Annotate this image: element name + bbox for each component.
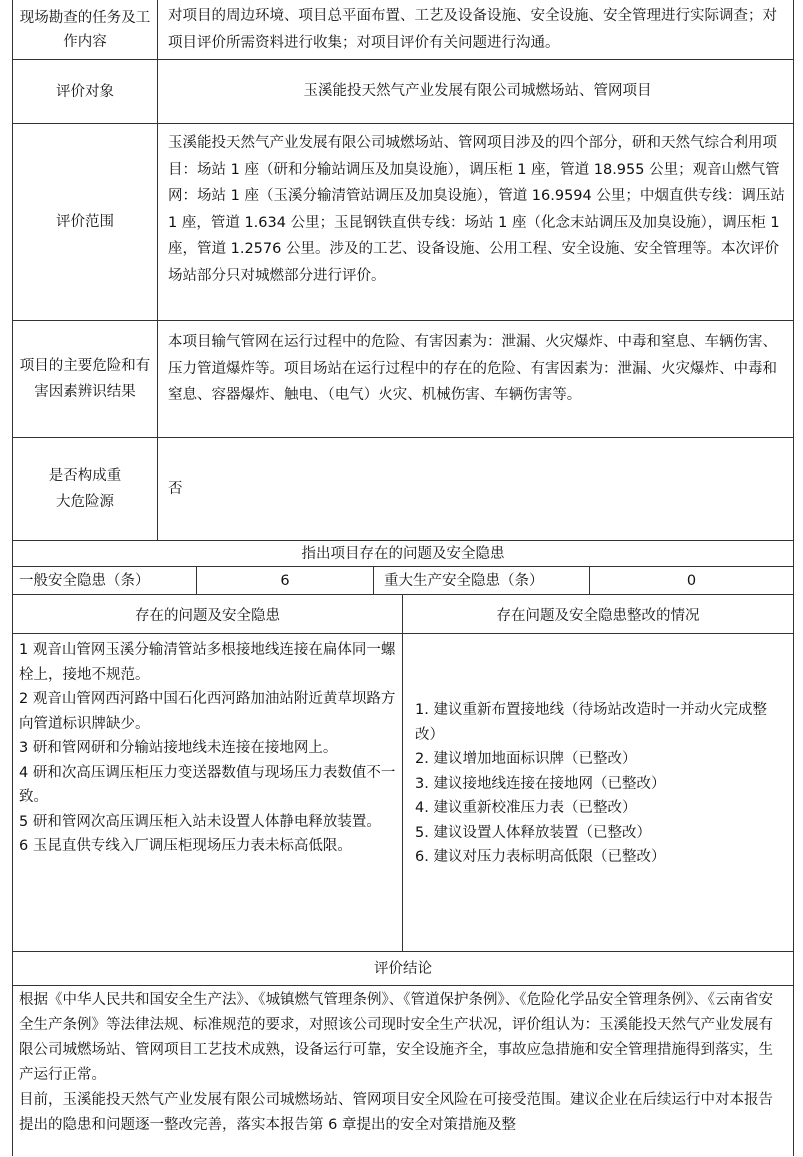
conclusion-heading: 评价结论 [374,960,432,977]
row-issue-columns [12,595,794,634]
general-hazard-count: 6 [197,567,374,594]
problem-item: 2 观音山管网西河路中国石化西河路加油站附近黄草坝路方向管道标识牌缺少。 [19,691,396,732]
rectify-item: 5. 建议设置人体释放装置（已整改） [415,824,651,841]
object-label: 评价对象 [13,60,158,123]
row-conclusion-body [12,986,794,1156]
problems-column-header: 存在的问题及安全隐患 [13,595,403,633]
object-value: 玉溪能投天然气产业发展有限公司城燃场站、管网项目 [303,83,652,100]
conclusion-body [13,986,793,1156]
rectify-item: 1. 建议重新布置接地线（待场站改造时一并动火完成整改） [415,702,767,743]
major-hazard-label: 是否构成重大危险源 [13,438,158,540]
row-object [12,60,794,124]
general-hazard-label: 一般安全隐患（条） [13,567,197,594]
row-hazards [12,321,794,438]
problem-item: 6 玉昆直供专线入厂调压柜现场压力表未标高低限。 [19,838,352,854]
rectify-list [403,634,793,951]
problem-item: 4 研和次高压调压柜压力变送器数值与现场压力表数值不一致。 [19,764,396,805]
evaluation-table [12,0,794,1156]
row-scope [12,124,794,321]
problem-item: 5 研和管网次高压调压柜入站未设置人体静电释放装置。 [19,813,381,830]
problem-item: 3 研和管网研和分输站接地线未连接在接地网上。 [19,740,338,756]
issues-heading: 指出项目存在的问题及安全隐患 [301,546,505,562]
task-label: 现场勘查的任务及工作内容 [13,0,158,59]
rectify-column-header: 存在问题及安全隐患整改的情况 [496,607,700,624]
rectify-item: 4. 建议重新校准压力表（已整改） [415,800,637,816]
hazards-value: 本项目输气管网在运行过程中的危险、有害因素为：泄漏、火灾爆炸、中毒和窒息、车辆伤害、压力管道爆炸等。项目场站在运行过程中的存在的危险、有害因素为：泄漏、火灾爆炸、中毒和窒息、容器爆炸、触电、（电气）火灾、机械伤害、车辆伤害等。 [168,334,777,403]
rectify-item: 6. 建议对压力表标明高低限（已整改） [415,849,666,865]
row-issue-counts [12,567,794,595]
conclusion-paragraph-1: 根据《中华人民共和国安全生产法》、《城镇燃气管理条例》、《管道保护条例》、《危险化学品安全管理条例》、《云南省安全生产条例》等法律法规、标准规范的要求，对照该公司现时安全生产状况，评价组认为：玉溪能投天然气产业发展有限公司城燃场站、管网项目工艺技术成熟，设备运行可靠，安全设施齐全，事故应急措施和安全管理措施得到落实，生产运行正常。 [19,992,773,1083]
problems-list [13,634,403,951]
row-major-hazard [12,438,794,541]
row-issue-details [12,634,794,952]
hazards-label: 项目的主要危险和有害因素辨识结果 [13,321,158,437]
scope-label: 评价范围 [13,124,158,320]
row-conclusion-heading [12,952,794,986]
rectify-item: 2. 建议增加地面标识牌（已整改） [415,751,637,767]
problem-item: 1 观音山管网玉溪分输清管站多根接地线连接在扁体同一螺栓上，接地不规范。 [19,642,396,683]
scope-value: 玉溪能投天然气产业发展有限公司城燃场站、管网项目涉及的四个部分，研和天然气综合利用项目：场站 1 座（研和分输站调压及加臭设施），调压柜 1 座，管道 18.955 公里；观音山燃气管网：场站 1 座（玉溪分输清管站调压及加臭设施），管道 16.9594 公里；中烟直供专线：调压站 1 座，管道 1.634 公里；玉昆钢铁直供专线：场站 1 座（化念末站调压及加臭设施），调压柜 1 座，管道 1.2576 公里。涉及的工艺、设备设施、公用工程、安全设施、安全管理等。本次评价场站部分只对城燃部分进行评价。 [168,135,785,284]
major-hazard-value: 否 [168,480,183,497]
row-issues-heading [12,541,794,567]
rectify-item: 3. 建议接地线连接在接地网（已整改） [415,775,666,792]
major-hazard-count: 0 [686,572,697,589]
major-hazard-count-label: 重大生产安全隐患（条） [374,567,590,594]
task-value: 对项目的周边环境、项目总平面布置、工艺及设备设施、安全设施、安全管理进行实际调查；对项目评价所需资料进行收集；对项目评价有关问题进行沟通。 [168,8,777,51]
conclusion-paragraph-2: 目前，玉溪能投天然气产业发展有限公司城燃场站、管网项目安全风险在可接受范围。建议企业在后续运行中对本报告提出的隐患和问题逐一整改完善，落实本报告第 6 章提出的安全对策措施及整 [19,1092,773,1133]
row-task [12,0,794,60]
